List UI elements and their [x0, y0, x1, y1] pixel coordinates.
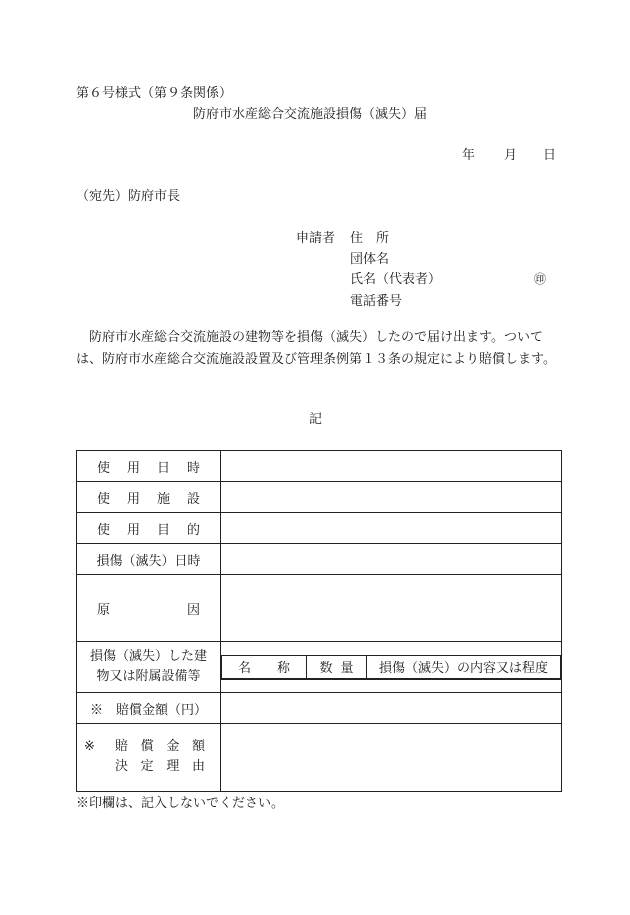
- applicant-phone-label: 電話番号: [350, 294, 403, 309]
- damaged-items-subtable: [221, 655, 561, 680]
- use-facility-field[interactable]: [221, 482, 562, 513]
- item-detail-field[interactable]: [367, 678, 561, 679]
- item-name-field[interactable]: [222, 678, 307, 679]
- compensation-reason-label: [77, 724, 221, 792]
- reason-line2: 決 定 理 由: [115, 759, 205, 774]
- cause-label: 原 因: [77, 575, 221, 642]
- applicant-org-label: 団体名: [350, 252, 390, 267]
- footnote: ※印欄は、記入しないでください。: [76, 796, 285, 811]
- ki-heading: 記: [309, 412, 323, 427]
- compensation-amount-label: ※ 賠償金額（円）: [77, 693, 221, 724]
- damage-report-table: [76, 450, 562, 792]
- applicant-label: 申請者: [296, 231, 336, 246]
- col-detail-header: 損傷（滅失）の内容又は程度: [367, 655, 561, 678]
- damaged-items-cell: [221, 642, 562, 693]
- col-name-header: 名 称: [222, 655, 307, 678]
- addressee: （宛先）防府市長: [76, 189, 181, 204]
- use-facility-label: 使 用 施 設: [77, 482, 221, 513]
- reason-mark: ※: [84, 739, 95, 754]
- date-month: 月: [504, 148, 518, 163]
- use-purpose-label: 使 用 目 的: [77, 513, 221, 544]
- damaged-items-label: 損傷（滅失）した建 物又は附属設備等: [77, 642, 221, 693]
- body-paragraph: 防府市水産総合交流施設の建物等を損傷（滅失）したので届け出ます。ついては、防府市水産総合交流施設設置及び管理条例第１３条の規定により賠償します。: [76, 330, 556, 367]
- form-number: 第６号様式（第９条関係）: [76, 86, 233, 101]
- use-datetime-label: 使 用 日 時: [77, 451, 221, 482]
- document-title: 防府市水産総合交流施設損傷（滅失）届: [193, 107, 428, 122]
- compensation-reason-field[interactable]: [221, 724, 562, 792]
- applicant-name-label: 氏名（代表者）: [350, 272, 442, 287]
- reason-line1: 賠 償 金 額: [115, 739, 205, 754]
- compensation-amount-field[interactable]: [221, 693, 562, 724]
- applicant-address-label: 住 所: [350, 231, 390, 246]
- date-day: 日: [543, 148, 557, 163]
- cause-field[interactable]: [221, 575, 562, 642]
- use-datetime-field[interactable]: [221, 451, 562, 482]
- col-qty-header: 数 量: [307, 655, 367, 678]
- use-purpose-field[interactable]: [221, 513, 562, 544]
- item-qty-field[interactable]: [307, 678, 367, 679]
- date-year: 年: [462, 148, 476, 163]
- damage-datetime-field[interactable]: [221, 544, 562, 575]
- seal-mark: ㊞: [534, 272, 547, 286]
- damage-datetime-label: 損傷（滅失）日時: [77, 544, 221, 575]
